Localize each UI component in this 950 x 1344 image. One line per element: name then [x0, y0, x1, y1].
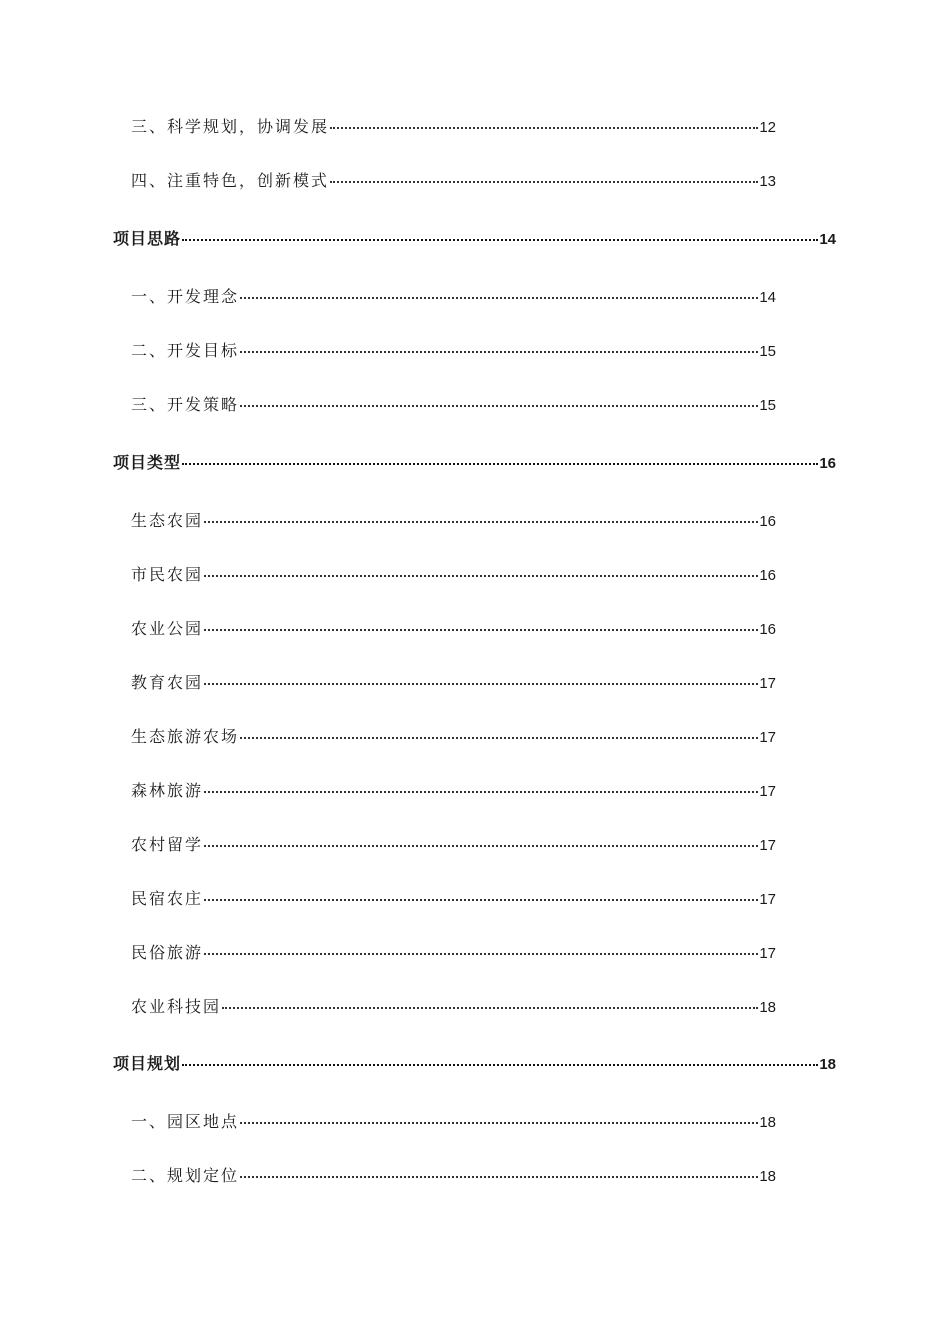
toc-page-number: 17 — [759, 837, 776, 854]
toc-chapter-entry[interactable] — [113, 226, 836, 249]
toc-dot-leader — [204, 575, 758, 577]
toc-entry-label: 生态旅游农场 — [131, 727, 240, 746]
toc-entry-label: 农业公园 — [131, 619, 204, 638]
toc-entry-label: 三、开发策略 — [131, 395, 240, 414]
toc-page-number: 18 — [759, 1114, 776, 1131]
toc-page-number: 18 — [759, 999, 776, 1016]
toc-entry[interactable] — [131, 724, 776, 747]
toc-entry-label: 一、园区地点 — [131, 1112, 240, 1131]
toc-dot-leader — [182, 239, 818, 241]
toc-entry-label: 四、注重特色，创新模式 — [131, 171, 330, 190]
toc-dot-leader — [204, 629, 758, 631]
toc-page-number: 16 — [819, 455, 836, 472]
toc-entry[interactable] — [131, 392, 776, 415]
toc-dot-leader — [204, 791, 758, 793]
toc-entry[interactable] — [131, 670, 776, 693]
toc-dot-leader — [204, 845, 758, 847]
toc-dot-leader — [330, 181, 758, 183]
toc-entry-label: 生态农园 — [131, 511, 204, 530]
toc-entry-label: 农村留学 — [131, 835, 204, 854]
toc-page-number: 16 — [759, 513, 776, 530]
toc-dot-leader — [204, 683, 758, 685]
toc-entry-label: 教育农园 — [131, 673, 204, 692]
toc-entry[interactable] — [131, 284, 776, 307]
toc-page-number: 14 — [819, 231, 836, 248]
toc-entry[interactable] — [131, 994, 776, 1017]
toc-entry[interactable] — [131, 886, 776, 909]
toc-entry[interactable] — [131, 168, 776, 191]
toc-dot-leader — [240, 737, 758, 739]
toc-dot-leader — [240, 405, 758, 407]
toc-entry-label: 一、开发理念 — [131, 287, 240, 306]
toc-page-number: 18 — [759, 1168, 776, 1185]
toc-entry[interactable] — [131, 940, 776, 963]
toc-page-number: 14 — [759, 289, 776, 306]
toc-page-number: 12 — [759, 119, 776, 136]
toc-entry-label: 市民农园 — [131, 565, 204, 584]
toc-page-number: 18 — [819, 1056, 836, 1073]
toc-entry[interactable] — [131, 508, 776, 531]
toc-page-number: 16 — [759, 567, 776, 584]
toc-page-number: 15 — [759, 397, 776, 414]
toc-dot-leader — [204, 953, 758, 955]
toc-entry-label: 森林旅游 — [131, 781, 204, 800]
toc-entry[interactable] — [131, 562, 776, 585]
toc-page-number: 16 — [759, 621, 776, 638]
toc-dot-leader — [182, 1064, 818, 1066]
toc-dot-leader — [240, 1122, 758, 1124]
toc-entry[interactable] — [131, 778, 776, 801]
toc-entry[interactable] — [131, 616, 776, 639]
toc-entry[interactable] — [131, 114, 776, 137]
toc-chapter-entry[interactable] — [113, 1051, 836, 1074]
toc-dot-leader — [222, 1007, 758, 1009]
toc-chapter-label: 项目思路 — [113, 229, 182, 248]
toc-dot-leader — [204, 899, 758, 901]
toc-entry[interactable] — [131, 832, 776, 855]
toc-chapter-label: 项目规划 — [113, 1054, 182, 1073]
toc-entry[interactable] — [131, 1109, 776, 1132]
toc-dot-leader — [240, 297, 758, 299]
toc-entry[interactable] — [131, 1163, 776, 1186]
toc-dot-leader — [330, 127, 758, 129]
toc-chapter-label: 项目类型 — [113, 453, 182, 472]
toc-entry-label: 农业科技园 — [131, 997, 222, 1016]
toc-page-number: 17 — [759, 891, 776, 908]
toc-entry-label: 三、科学规划，协调发展 — [131, 117, 330, 136]
toc-page-number: 13 — [759, 173, 776, 190]
toc-page-number: 17 — [759, 783, 776, 800]
toc-entry-label: 民宿农庄 — [131, 889, 204, 908]
toc-entry-label: 民俗旅游 — [131, 943, 204, 962]
toc-dot-leader — [240, 1176, 758, 1178]
toc-entry-label: 二、规划定位 — [131, 1166, 240, 1185]
toc-page-number: 15 — [759, 343, 776, 360]
toc-dot-leader — [240, 351, 758, 353]
toc-page-number: 17 — [759, 729, 776, 746]
toc-dot-leader — [204, 521, 758, 523]
toc-page-number: 17 — [759, 675, 776, 692]
toc-entry[interactable] — [131, 338, 776, 361]
toc-chapter-entry[interactable] — [113, 450, 836, 473]
toc-page-number: 17 — [759, 945, 776, 962]
toc-entry-label: 二、开发目标 — [131, 341, 240, 360]
toc-dot-leader — [182, 463, 818, 465]
